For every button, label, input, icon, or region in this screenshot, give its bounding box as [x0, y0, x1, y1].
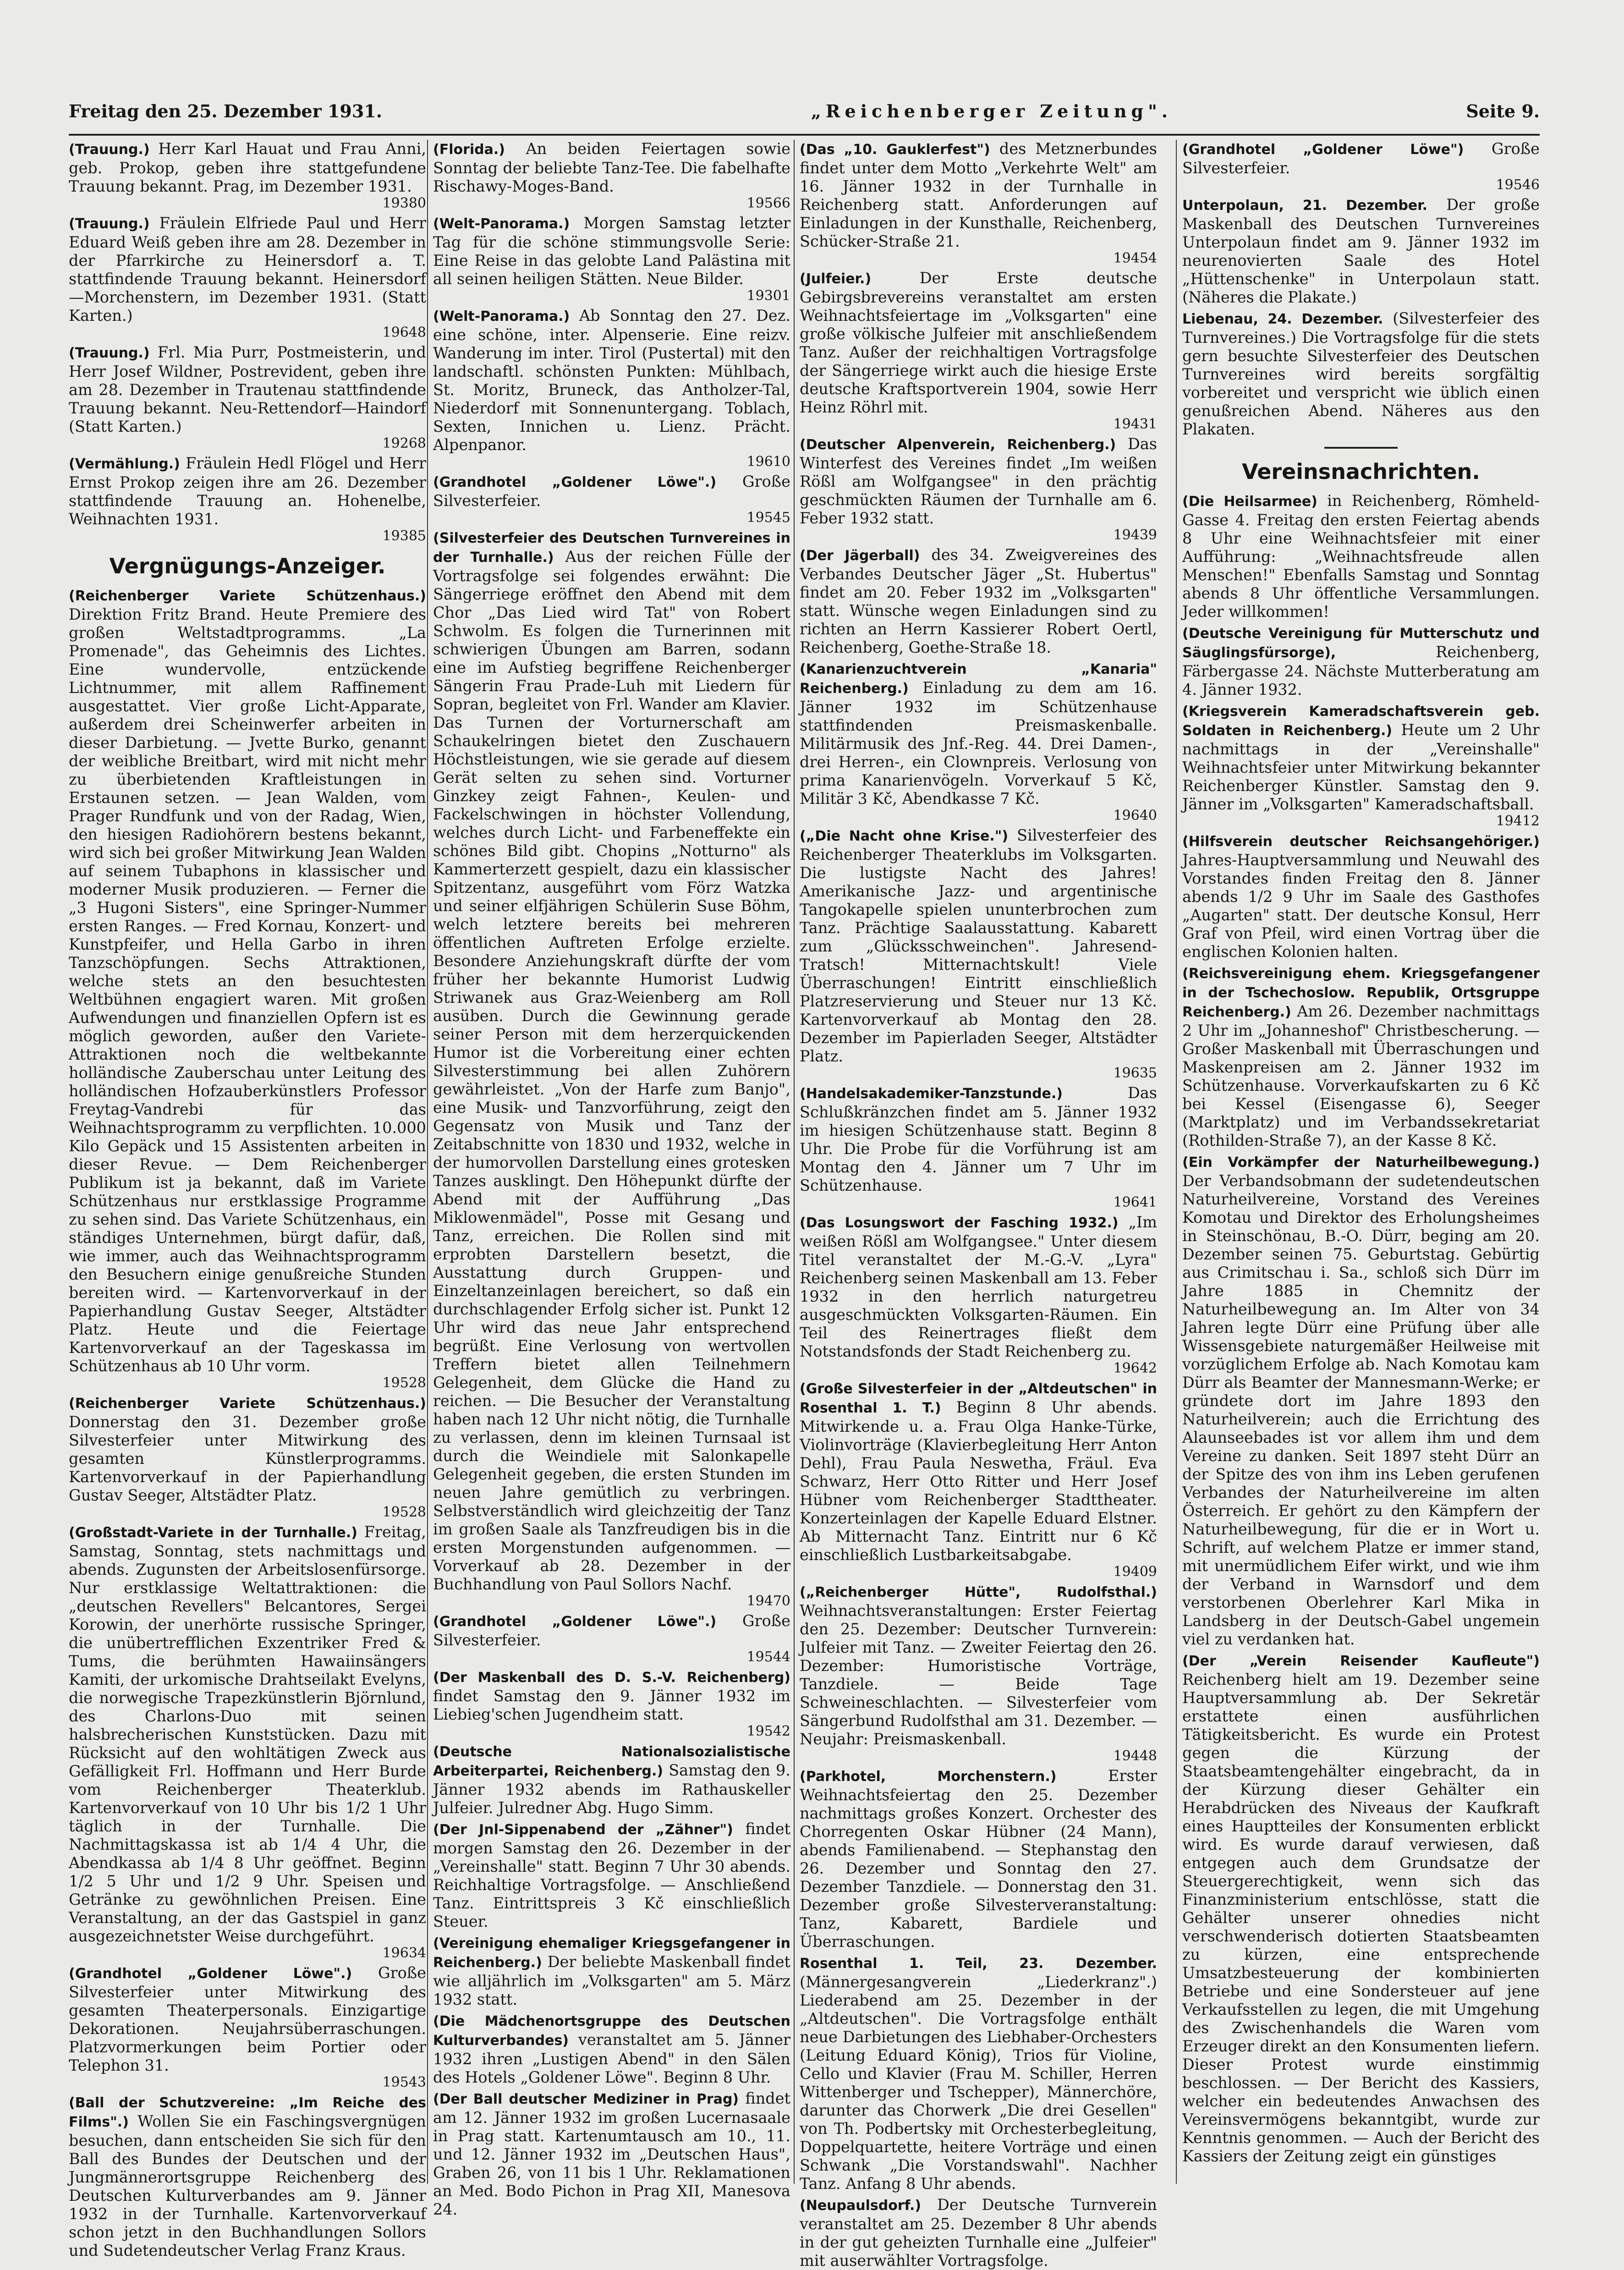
notice-number: 19635	[1113, 1065, 1157, 1081]
notice-heading: Liebenau, 24. Dezember.	[1182, 311, 1383, 327]
notice-entry	[800, 546, 1157, 657]
notice-entry	[1182, 832, 1540, 961]
notice-number: 19454	[1113, 250, 1157, 266]
notice-number: 19634	[382, 1945, 426, 1961]
header-rule	[69, 134, 1540, 136]
notice-heading: (Der Maskenball des D. S.-V. Reichenberg)	[433, 1670, 790, 1686]
notice-entry	[69, 1394, 426, 1520]
notice-entry	[800, 826, 1157, 1081]
notice-number: 19610	[746, 454, 790, 470]
notice-heading: (Silvesterfeier des Deutschen Turnvereines in der Turnhalle.)	[433, 530, 790, 566]
notice-heading: (Handelsakademiker-Tanzstunde.)	[800, 1086, 1063, 1102]
notice-heading: (Der Jnl-Sippenabend der „Zähner")	[433, 1822, 733, 1838]
notice-entry	[800, 435, 1157, 543]
notice-text: Freitag, Samstag, Sonntag, stets nachmittags und abends. Zugunsten der Arbeitslosenfürsorge. Nur erstklassige Weltattraktionen: die „deutschen Revellers" Belcantores, Sergei Korowin, der unerhörte russische Springer, die unübertrefflichen Exzentriker Fred & Tums, die berühmten Hawaiinsängers Kamiti, der urkomische Drahtseilakt Evelyns, die norwegische Trapezkünstlerin Björnlund, des Charlons-Duo mit seinen halsbrecherischen Kunststücken. Dazu mit Rücksicht auf den wohltätigen Zweck aus Gefälligkeit Frl. Hoffmann und Herr Burde vom Reichenberger Theaterklub. Kartenvorverkauf von 10 Uhr bis 1/2 1 Uhr täglich in der Turnhalle. Die Nachmittagskassa ist ab 1/4 4 Uhr, die Abendkassa ab 1/4 8 Uhr geöffnet. Beginn 1/2 5 Uhr und 1/2 9 Uhr. Speisen und Getränke zu gewöhnlichen Preisen. Eine Veranstaltung, an der das Gastspiel in ganz ausgezeichnetster Weise durchgeführt.	[69, 1523, 427, 1945]
notice-text: Der Erste deutsche Gebirgsbrevereins veranstaltet am ersten Weihnachtsfeiertage im „Volksgarten" eine große völkische Julfeier mit anschließendem Tanz. Außer der reichhaltigen Vortragsfolge der Sängerriege wirkt auch die hiesige Erste deutsche Kraftsportverein 1904, sowie Herr Heinz Röhrl mit.	[800, 269, 1158, 416]
notice-heading: („Die Nacht ohne Krise.")	[800, 828, 1009, 844]
notice-number: 19470	[746, 1593, 790, 1609]
notices-vereine	[1182, 492, 1540, 2166]
notice-entry	[69, 343, 426, 451]
notice-text: Direktion Fritz Brand. Heute Premiere des großen Weltstadtprogramms. „La Promenade", das Geheimnis des Lichtes. Eine wundervolle, entzückende Lichtnummer, mit allem Raffinement ausgestattet. Vier große Licht-Apparate, außerdem drei Scheinwerfer arbeiten in dieser Darbietung. — Jvette Burko, genannt der weibliche Breitbart, wird mit nicht mehr zu überbietenden Kraftleistungen in Erstaunen setzen. — Jean Walden, vom Prager Rundfunk und von der Radag, Wien, den hiesigen Radiohörern bestens bekannt, wird sich bei großer Mitwirkung Jean Walden auf seinem Tubaphons in klassischer und moderner Musik produzieren. — Ferner die „3 Hugoni Sisters", eine Springer-Nummer ersten Ranges. — Fred Kornau, Konzert- und Kunstpfeifer, und Hella Garbo in ihren Tanzschöpfungen. Sechs Attraktionen, welche stets an den besuchtesten Weltbühnen engagiert waren. Mit großen Aufwendungen und finanziellen Opfern ist es möglich geworden, außer den Variete-Attraktionen noch die weltbekannte holländische Zauberschau unter Leitung des holländischen Hofzauberkünstlers Professor Freytag-Vandrebi für das Weihnachtsprogramm zu verpflichten. 10.000 Kilo Gepäck und 15 Assistenten arbeiten in dieser Revue. — Dem Reichenberger Publikum ist ja bekannt, daß im Variete Schützenhaus nur erstklassige Programme zu sehen sind. Das Variete Schützenhaus, ein ständiges Unternehmen, bürgt dafür, daß, wie immer, auch das Weihnachtsprogramm den Besuchern einige genußreiche Stunden bereiten wird. — Kartenvorverkauf in der Papierhandlung Gustav Seeger, Altstädter Platz. Heute und die Feiertage Kartenvorverkauf an der Tageskassa im Schützenhaus ab 10 Uhr vorm.	[69, 605, 426, 1375]
notice-entry	[433, 1668, 790, 1739]
notice-number: 19566	[746, 195, 790, 211]
column-2	[433, 140, 790, 2218]
notice-heading: (Der „Verein Reisender Kaufleute")	[1182, 1653, 1540, 1669]
notice-text: Das Winterfest des Vereines findet „Im weißen Rößl am Wolfgangsee" in den prächtig geschmückten Räumen der Turnhalle am 6. Feber 1932 statt.	[800, 435, 1157, 527]
notice-number: 19301	[746, 288, 790, 304]
notice-number: 19545	[746, 510, 790, 526]
notice-entry	[69, 140, 426, 211]
notice-text: findet morgen Samstag den 26. Dezember in der „Vereinshalle" statt. Beginn 7 Uhr 30 abends. Reichhaltige Vortragsfolge. — Anschließend Tanz. Eintrittspreis 3 Kč einschließlich Steuer.	[433, 1820, 790, 1930]
notice-text: Reichenberg hielt am 19. Dezember seine Hauptversammlung ab. Der Sekretär erstattete einen ausführlichen Tätigkeitsbericht. Es wurde ein Protest gegen die Kürzung der Staatsbeamtengehälter eingebracht, da in der Kürzung dieser Gehälter ein Herabdrücken des Niveaus der Kaufkraft eines Hauptteiles der Konsumenten erblickt wird. Es wurde darauf verwiesen, daß entgegen auch dem Grundsatze der Steuergerechtigkeit, wenn sich das Finanzministerium entschlösse, statt die Gehälter unserer ohnedies nicht verschwenderisch dotierten Staatsbeamten zu kürzen, eine entsprechende Umsatzbesteuerung der kombinierten Betriebe und eine Sondersteuer auf jene Verkaufsstellen zu legen, die mit Umgehung des Zwischenhandels die Waren vom Erzeuger direkt an den Konsumenten liefern. Dieser Protest wurde einstimmig beschlossen. — Der Bericht des Kassiers, welcher ein bedeutendes Anwachsen des Vereinsvermögens bekanntgibt, wurde zur Kenntnis genommen. — Auch der Bericht des Kassiers der Zeitung zeigt ein günstiges	[1182, 1671, 1540, 2165]
notice-text: An beiden Feiertagen sowie Sonntag der beliebte Tanz-Tee. Die fabelhafte Rischawy-Moges-Band.	[433, 140, 790, 195]
notice-text: Fräulein Hedl Flögel und Herr Ernst Prokop zeigen ihre am 26. Dezember stattfindende Trauung an. Hohenelbe, Weihnachten 1931.	[69, 454, 426, 528]
notice-heading: (Vermählung.)	[69, 456, 180, 472]
notice-entry	[433, 2089, 790, 2219]
notice-number: 19640	[1113, 808, 1157, 824]
notice-entry	[1182, 309, 1540, 439]
notice-text: Heute um 2 Uhr nachmittags in der „Vereinshalle" Weihnachtsfeier unter Mitwirkung bekannter Reichenberger Künstler. Samstag den 9. Jänner im „Volksgarten" Kameradschaftsball.	[1182, 721, 1540, 813]
notice-entry	[800, 1767, 1157, 1951]
column-divider	[427, 140, 428, 2184]
notice-entry	[433, 2012, 790, 2087]
notice-text: Fräulein Elfriede Paul und Herr Eduard Weiß geben ihre am 28. Dezember in der Pfarrkirche zu Heinersdorf a. T. stattfindende Trauung bekannt. Heinersdorf—Morchenstern, im Dezember 1931. (Statt Karten.)	[69, 214, 426, 324]
notice-entry	[800, 269, 1157, 432]
notice-heading: (Welt-Panorama.)	[433, 308, 570, 324]
notice-text: „Im weißen Rößl am Wolfgangsee." Unter diesem Titel veranstaltet der M.-G.-V. „Lyra" Reichenberg seinen Maskenball am 13. Feber 1932 in den herrlich naturgetreu ausgeschmückten Volksgarten-Räumen. Ein Teil des Reinertrages fließt dem Notstandsfonds der Stadt Reichenberg zu.	[800, 1213, 1157, 1360]
notice-heading: (Große Silvesterfeier in der „Altdeutschen" in Rosenthal 1. T.)	[800, 1381, 1157, 1416]
notice-number: 19385	[382, 528, 426, 544]
notice-entry	[433, 1934, 790, 2009]
notice-number: 19268	[382, 435, 426, 451]
notice-heading: (Reichsvereinigung ehem. Kriegsgefangener in der Tschechoslow. Republik, Ortsgruppe Reichenberg.)	[1182, 966, 1540, 1020]
column-divider	[1176, 140, 1177, 2184]
notice-heading: (Trauung.)	[69, 142, 150, 158]
notice-number: 19431	[1113, 416, 1157, 432]
notice-heading: (Der Ball deutscher Mediziner in Prag)	[433, 2091, 739, 2107]
notice-text: Einladung zu dem am 16. Jänner 1932 im Schützenhause stattfindenden Preismaskenballe. Militärmusik des Jnf.-Reg. 44. Drei Damen-, drei Herren-, ein Clownpreis. Verlosung von prima Kanarienvögeln. Vorverkauf 5 Kč, Militär 3 Kč, Abendkasse 7 Kč.	[800, 679, 1157, 808]
notice-text: Große Silvesterfeier.	[433, 473, 790, 510]
notices-trauung	[69, 140, 426, 544]
notice-entry	[1182, 1153, 1540, 1649]
notices-entertainment-2	[433, 140, 790, 2219]
notice-number: 19542	[746, 1723, 790, 1739]
notice-heading: (Grandhotel „Goldener Löwe")	[1182, 142, 1464, 158]
header-date: Freitag den 25. Dezember 1931.	[69, 101, 382, 121]
notice-text: Wollen Sie ein Faschingsvergnügen besuchen, dann entscheiden Sie sich für den Ball des Bundes der Deutschen und der Jungmännerortsgruppe Reichenberg des Deutschen Kulturverbandes am 9. Jänner 1932 in der Turnhalle. Kartenvorverkauf schon jetzt in den Buchhandlungen Sollors und Sudetendeutscher Verlag Franz Kraus.	[69, 2112, 426, 2259]
notice-entry	[433, 214, 790, 304]
notice-entry	[433, 1820, 790, 1931]
notice-text: Ab Sonntag den 27. Dez. eine schöne, inter. Alpenserie. Eine reizv. Wanderung im inter. Tirol (Pustertal) mit den landschaftl. schönsten Punkten: Mühlbach, St. Moritz, Bruneck, das Antholzer-Tal, Niederdorf mit Sonnenuntergang. Toblach, Sexten, Innichen u. Lienz. Prächt. Alpenpanor.	[433, 307, 790, 454]
notice-heading: (Ein Vorkämpfer der Naturheilbewegung.)	[1182, 1154, 1540, 1171]
notice-number: 19412	[1496, 813, 1540, 829]
page-number: Seite 9.	[1466, 101, 1540, 121]
notice-text: Donnerstag den 31. Dezember große Silvesterfeier unter Mitwirkung des gesamten Künstlerprogramms. Kartenvorverkauf in der Papierhandlung Gustav Seeger, Altstädter Platz.	[69, 1413, 426, 1504]
notices-entertainment-4	[1182, 140, 1540, 439]
notice-text: (Männergesangverein „Liederkranz".) Liederabend am 25. Dezember in der „Altdeutschen". Die Vortragsfolge enthält neue Darbietungen des Liebhaber-Orchesters (Leitung Eduard König), Trios für Violine, Cello und Klavier (Frau M. Schiller, Herren Wittenberger und Tschepper), Männerchöre, darunter das Chorwerk „Die drei Gesellen" von Th. Podbertsky mit Orchesterbegleitung, Doppelquartette, heitere Vorträge und einen Schwank „Die Vorstandswahl". Nachher Tanz. Anfang 8 Uhr abends.	[800, 1973, 1157, 2193]
notice-heading: (Trauung.)	[69, 345, 150, 361]
notice-entry	[69, 1964, 426, 2090]
short-rule	[1324, 447, 1398, 449]
column-divider	[794, 140, 795, 2184]
notice-text: Große Silvesterfeier.	[433, 1612, 790, 1649]
notice-text: Der beliebte Maskenball findet wie alljährlich im „Volksgarten" am 5. März 1932 statt.	[433, 1953, 790, 2008]
notice-entry	[433, 1612, 790, 1665]
notice-text: (Silvesterfeier des Turnvereines.) Die Vortragsfolge für die stets gern besuchte Silvesterfeier des Deutschen Turnvereines wird bereits sorgfältig vorbereitet und verspricht wie üblich einen genußreichen Abend. Näheres aus den Plakaten.	[1182, 309, 1540, 438]
notice-heading: (Großstadt-Variete in der Turnhalle.)	[69, 1525, 357, 1541]
notice-text: Das Schlußkränzchen findet am 5. Jänner 1932 im hiesigen Schützenhause statt. Beginn 8 Uhr. Die Probe für die Vorführung ist am Montag den 4. Jänner um 7 Uhr im Schützenhause.	[800, 1084, 1157, 1194]
column-1	[69, 140, 427, 2259]
column-3	[800, 140, 1158, 2270]
notice-number: 19546	[1496, 177, 1540, 193]
notice-heading: (Kanarienzuchtverein „Kanaria" Reichenberg.)	[800, 661, 1157, 697]
notice-text: Frl. Mia Purr, Postmeisterin, und Herr Josef Wildner, Postrevident, geben ihre am 28. Dezember in Trautenau stattfindende Trauung bekannt. Neu-Rettendorf—Haindorf (Statt Karten.)	[69, 343, 426, 435]
notice-heading: (Grandhotel „Goldener Löwe".)	[433, 474, 717, 490]
notice-entry	[1182, 196, 1540, 307]
notice-heading: (Das Losungswort der Fasching 1932.)	[800, 1215, 1119, 1231]
notice-text: Beginn 8 Uhr abends. Mitwirkende u. a. Frau Olga Hanke-Türke, Violinvorträge (Klavierbegleitung Herr Anton Dehl), Frau Paula Neswetha, Fräul. Eva Schwarz, Herr Otto Ritter und Herr Josef Hübner vom Reichenberger Stadttheater. Konzerteinlagen der Kapelle Eduard Elstner. Ab Mitternacht Tanz. Eintritt nur 6 Kč einschließlich Lustbarkeitsabgabe.	[800, 1398, 1158, 1564]
notice-heading: (Die Heilsarmee)	[1182, 494, 1317, 510]
notice-text: Aus der reichen Fülle der Vortragsfolge sei folgendes erwähnt: Die Sängerriege eröffnet den Abend mit dem Chor „Das Lied wird Tat" von Robert Schwolm. Es folgen die Turnerinnen mit schwierigen Übungen am Barren, sodann eine im Aufstieg begriffene Reichenberger Sängerin Frau Prade-Luh mit Liedern für Sopran, begleitet von Frl. Wander am Klavier. Das Turnen der Vorturnerschaft am Schaukelringen bietet den Zuschauern Höchstleistungen, wie sie gerade auf diesem Gerät selten zu sehen sind. Vorturner Ginzkey zeigt Fahnen-, Keulen- und Fackelschwingen in höchster Vollendung, welches durch Licht- und Farbeneffekte ein schönes Bild gibt. Chopins „Notturno" als Kammerterzett gespielt, dazu ein klassischer Spitzentanz, ausgeführt vom Förz Watzka und seiner elfjährigen Schülerin Suse Böhm, welch letztere bereits bei mehreren öffentlichen Auftreten Erfolge erzielte. Besondere Anziehungskraft dürfte der vom früher her bekannte Humorist Ludwig Striwanek aus Graz-Weienberg am Roll ausüben. Durch die Gewinnung gerade seiner Person mit dem herzerquickenden Humor ist die Vorbereitung einer echten Silvesterstimmung bei allen Zuhörern gewährleistet. „Von der Harfe zum Banjo", eine Musik- und Tanzvorführung, zeigt den Gegensatz von Musik und Tanz der Zeitabschnitte von 1830 und 1932, welche in der humorvollen Darstellung eines grotesken Tanzes ausklingt. Den Höhepunkt dürfte der Abend mit der Aufführung „Das Miklowenmädel", Posse mit Gesang und Tanz, erreichen. Die Rollen sind mit erprobten Darstellern besetzt, die Ausstattung durch Gruppen- und Einzeltanzeinlagen bereichert, so daß ein durchschlagender Erfolg sicher ist. Punkt 12 Uhr wird das neue Jahr entsprechend begrüßt. Eine Verlosung von wertvollen Treffern bietet allen Teilnehmern Gelegenheit, dem Glücke die Hand zu reichen. — Die Besucher der Veranstaltung haben nach 12 Uhr nicht nötig, die Turnhalle zu verlassen, denn im kleinen Turnsaal ist durch die Weindiele mit Salonkapelle Gelegenheit gegeben, die ersten Stunden im neuen Jahre gemütlich zu verbringen. Selbstverständlich wird gleichzeitig der Tanz im großen Saale als Tanzfreudigen bis in die ersten Morgenstunden aufgenommen. — Vorverkauf ab 28. Dezember in der Buchhandlung von Paul Sollors Nachf.	[433, 548, 790, 1593]
notice-heading: (Deutsche Vereinigung für Mutterschutz und Säuglingsfürsorge),	[1182, 626, 1540, 661]
notice-text: Weihnachtsveranstaltungen: Erster Feiertag den 25. Dezember: Deutscher Turnverein: Julfeier mit Tanz. — Zweiter Feiertag den 26. Dezember: Humoristische Vorträge, Tanzdiele. — Beide Tage Schweineschlachten. — Silvesterfeier vom Sängerbund Rudolfsthal am 31. Dezember. — Neujahr: Preismaskenball.	[800, 1602, 1157, 1748]
notice-text: findet Samstag den 9. Jänner 1932 im Liebieg'schen Jugendheim statt.	[433, 1687, 790, 1723]
newspaper-title: „Reichenberger Zeitung".	[811, 101, 1173, 121]
notice-heading: (Reichenberger Variete Schützenhaus.)	[69, 1396, 426, 1412]
notice-heading: (Das „10. Gauklerfest")	[800, 142, 990, 158]
notice-entry	[433, 473, 790, 526]
notice-entry	[1182, 492, 1540, 621]
notice-entry	[1182, 624, 1540, 699]
notice-entry	[433, 307, 790, 470]
notice-entry	[69, 1523, 426, 1961]
page-header	[69, 96, 1540, 128]
notice-heading: (Deutsche Nationalsozialistische Arbeiterpartei, Reichenberg.)	[433, 1744, 790, 1779]
notice-text: Morgen Samstag letzter Tag für die schöne stimmungsvolle Serie: Eine Reise in das gelobte Land Palästina mit all seinen heiligen Stätten. Neue Bilder.	[433, 214, 790, 288]
notice-number: 19380	[382, 195, 426, 211]
notice-heading: (Grandhotel „Goldener Löwe".)	[433, 1614, 717, 1630]
notice-number: 19648	[382, 324, 426, 341]
notice-entry	[433, 140, 790, 211]
notice-entry	[69, 586, 426, 1391]
notice-text: Silvesterfeier des Reichenberger Theaterklubs im Volksgarten. Die lustigste Nacht des Jahres! Amerikanische Jazz- und argentinische Tangokapelle spielen ununterbrochen zum Tanz. Prächtige Saalausstattung. Kabarett zum „Glücksschweinchen". Jahresend-Tratsch! Mitternachtskult! Viele Überraschungen! Eintritt einschließlich Platzreservierung und Steuer nur 13 Kč. Kartenvorverkauf ab Montag den 28. Dezember im Papierladen Seeger, Altstädter Platz.	[800, 826, 1157, 1065]
notice-heading: (Reichenberger Variete Schützenhaus.)	[69, 588, 426, 604]
notice-text: Samstag den 9. Jänner 1932 abends im Rathauskeller Julfeier. Julredner Abg. Hugo Simm.	[433, 1761, 790, 1817]
section-heading-vergnuegungs-anzeiger: Vergnügungs-Anzeiger.	[109, 554, 386, 578]
notice-entry	[800, 1084, 1157, 1210]
notice-entry	[800, 1213, 1157, 1376]
notice-heading: (Deutscher Alpenverein, Reichenberg.)	[800, 437, 1116, 453]
notice-text: Der Deutsche Turnverein veranstaltet am 25. Dezember 8 Uhr abends in der gut geheizten Turnhalle eine „Julfeier" mit auserwählter Vortragsfolge.	[800, 2196, 1157, 2270]
notice-heading: (Vereinigung ehemaliger Kriegsgefangener in Reichenberg.)	[433, 1935, 790, 1971]
notice-heading: Rosenthal 1. Teil, 23. Dezember.	[800, 1956, 1157, 1972]
notice-number: 19528	[382, 1504, 426, 1520]
notice-heading: (Trauung.)	[69, 216, 150, 232]
notice-heading: (Neupaulsdorf.)	[800, 2198, 922, 2214]
notice-text: Jahres-Hauptversammlung und Neuwahl des Vorstandes finden Freitag den 8. Jänner abends 1/2 9 Uhr im Saale des Gasthofes „Augarten" statt. Der deutsche Konsul, Herr Graf von Pfeil, wird einen Vortrag über die englischen Kolonien halten.	[1182, 851, 1540, 961]
notice-entry	[1182, 702, 1540, 829]
notice-text: veranstaltet am 5. Jänner 1932 ihren „Lustigen Abend" in den Sälen des Hotels „Goldener Löwe". Beginn 8 Uhr.	[433, 2031, 790, 2086]
notice-heading: (Der Jägerball)	[800, 548, 920, 564]
notice-number: 19448	[1113, 1748, 1157, 1764]
notice-entry	[800, 660, 1157, 824]
notice-text: Große Silvesterfeier.	[1182, 140, 1540, 177]
notice-entry	[1182, 140, 1540, 193]
notice-text: Der große Maskenball des Deutschen Turnvereines Unterpolaun findet am 9. Jänner 1932 im neurenovierten Saale des Hotel „Hüttenschenke" in Unterpolaun statt. (Näheres die Plakate.)	[1182, 196, 1540, 306]
notice-heading: (Welt-Panorama.)	[433, 216, 570, 232]
notice-entry	[1182, 964, 1540, 1150]
notice-heading: (Julfeier.)	[800, 271, 872, 287]
notice-entry	[800, 1583, 1157, 1764]
notice-entry	[433, 1742, 790, 1817]
notice-text: Am 26. Dezember nachmittags 2 Uhr im „Johanneshof" Christbescherung. — Großer Maskenball mit Überraschungen und Maskenpreisen am 2. Jänner 1932 im Schützenhause. Vorverkaufskarten zu 6 Kč bei Kessel (Eisengasse 6), Seeger (Marktplatz) und im Verbandssekretariat (Rothilden-Straße 7), an der Kasse 8 Kč.	[1182, 1002, 1540, 1149]
notice-heading: (Grandhotel „Goldener Löwe".)	[69, 1966, 352, 1982]
notice-text: des 34. Zweigvereines des Verbandes Deutscher Jäger „St. Hubertus" findet am 20. Feber 1932 im „Volksgarten" statt. Wünsche wegen Einladungen sind zu richten an Herrn Kassierer Robert Oertl, Reichenberg, Goethe-Straße 18.	[800, 546, 1158, 656]
notice-entry	[69, 454, 426, 544]
section-heading-vereinsnachrichten: Vereinsnachrichten.	[1242, 459, 1480, 484]
notice-text: Herr Karl Hauat und Frau Anni, geb. Prokop, geben ihre stattgefundene Trauung bekannt. Prag, im Dezember 1931.	[69, 140, 427, 195]
notice-heading: Unterpolaun, 21. Dezember.	[1182, 198, 1428, 214]
notice-heading: (Hilfsverein deutscher Reichsangehöriger.)	[1182, 834, 1540, 850]
notice-text: Der Verbandsobmann der sudetendeutschen Naturheilvereine, Vorstand des Vereines Komotau und Direktor des Erholungsheimes in Steinschönau, B.-O. Dürr, beging am 20. Dezember seinen 75. Geburtstag. Gebürtig aus Crimitschau i. Sa., schloß sich Dürr im Jahre 1885 in Chemnitz der Naturheilbewegung an. Im Alter von 34 Jahren legte Dürr eine Prüfung über alle Wissensgebiete naturgemäßer Heilweise mit vorzüglichem Erfolge ab. Nach Komotau kam Dürr als Beamter der Mannesmann-Werke; er gründete dort im Jahre 1893 den Naturheilverein; auch die Errichtung des Alaunseebades ist vor allem ihm und dem Vereine zu danken. Seit 1897 steht Dürr an der Spitze des von ihm ins Leben gerufenen Verbandes der Naturheilvereine im alten Österreich. Er gehört zu den Kämpfern der Naturheilbewegung, für die er in Wort u. Schrift, auf welchem Platze er immer stand, mit unermüdlichem Eifer wirkt, und wie ihm der Verband in Warnsdorf und dem verstorbenen Oberlehrer Karl Mika in Landsberg in der Deutsch-Gabel ungemein viel zu verdanken hat.	[1182, 1172, 1540, 1648]
notice-text: in Reichenberg, Römheld-Gasse 4. Freitag den ersten Feiertag abends 8 Uhr eine Weihnachtsfeier mit einer Aufführung: „Weihnachtsfreude allen Menschen!" Ebenfalls Samstag und Sonntag abends 8 Uhr öffentliche Versammlungen. Jeder willkommen!	[1182, 492, 1540, 621]
notices-entertainment	[69, 586, 426, 2260]
notice-entry	[69, 2093, 426, 2260]
notice-heading: („Reichenberger Hütte", Rudolfsthal.)	[800, 1584, 1157, 1600]
notice-entry	[1182, 1651, 1540, 2166]
notice-text: Große Silvesterfeier unter Mitwirkung des gesamten Theaterpersonals. Einzigartige Dekorationen. Neujahrsüberraschungen. Platzvormerkungen beim Portier oder Telephon 31.	[69, 1964, 426, 2074]
notice-heading: (Kriegsverein Kameradschaftsverein geb. Soldaten in Reichenberg.)	[1182, 704, 1540, 739]
notice-number: 19641	[1113, 1194, 1157, 1210]
notice-heading: (Parkhotel, Morchenstern.)	[800, 1769, 1057, 1785]
column-4	[1182, 140, 1540, 2184]
notice-heading: (Ball der Schutzvereine: „Im Reiche des Films".)	[69, 2095, 426, 2130]
notice-text: findet am 12. Jänner 1932 im großen Lucernasaale in Prag statt. Kartenumtausch am 10., 11. und 12. Jänner 1932 im „Deutschen Haus", Graben 26, von 11 bis 1 Uhr. Reklamationen an Med. Bodo Pichon in Prag XII, Manesova 24.	[433, 2089, 790, 2218]
notices-entertainment-3	[800, 140, 1157, 2270]
notice-number: 19544	[746, 1649, 790, 1665]
notice-number: 19439	[1113, 527, 1157, 543]
notice-entry	[433, 528, 790, 1609]
notice-heading: (Florida.)	[433, 142, 505, 158]
notice-entry	[800, 140, 1157, 266]
notice-text: Erster Weihnachtsfeiertag den 25. Dezember nachmittags großes Konzert. Orchester des Chorregenten Oskar Hübner (24 Mann), abends Familienabend. — Stephanstag den 26. Dezember und Sonntag den 27. Dezember Tanzdiele. — Donnerstag den 31. Dezember große Silvesterveranstaltung: Tanz, Kabarett, Bardiele und Überraschungen.	[800, 1767, 1157, 1951]
notice-entry	[800, 2196, 1157, 2270]
notice-entry	[69, 214, 426, 341]
notice-text: des Metznerbundes findet unter dem Motto „Verkehrte Welt" am 16. Jänner 1932 in der Turnhalle in Reichenberg statt. Anforderungen auf Einladungen in der Kunsthalle, Reichenberg, Schücker-Straße 21.	[800, 140, 1157, 250]
notice-heading: (Die Mädchenortsgruppe des Deutschen Kulturverbandes)	[433, 2013, 790, 2049]
notice-number: 19642	[1113, 1360, 1157, 1376]
notice-number: 19409	[1113, 1564, 1157, 1580]
notice-number: 19543	[382, 2074, 426, 2090]
notice-entry	[800, 1954, 1157, 2193]
notice-text: Reichenberg, Färbergasse 24. Nächste Mutterberatung am 4. Jänner 1932.	[1182, 643, 1540, 698]
notice-number: 19528	[382, 1375, 426, 1391]
notice-entry	[800, 1379, 1157, 1580]
